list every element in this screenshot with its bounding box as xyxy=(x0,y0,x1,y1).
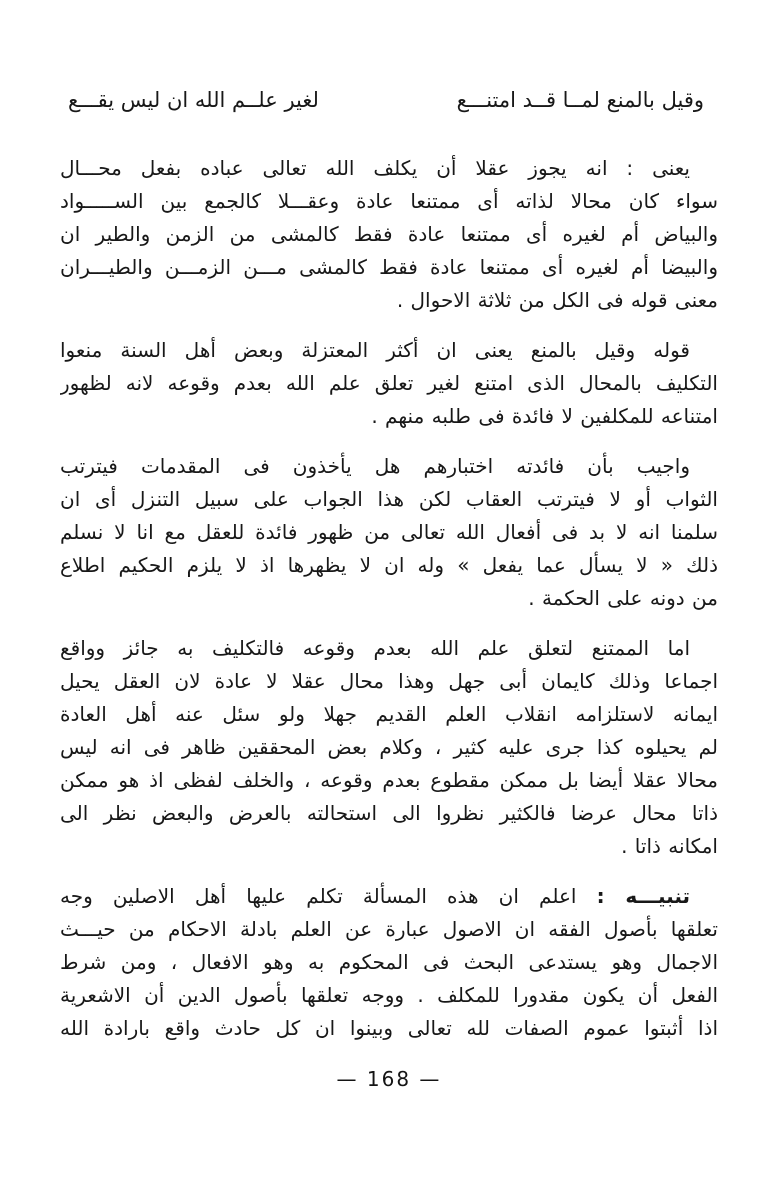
text-line: يعنى : انه يجوز عقلا أن يكلف الله تعالى عباده بفعل محـــال xyxy=(60,156,690,180)
paragraph-maani xyxy=(60,152,718,317)
text-line: والبياض أم لغيره أى ممتنعا عادة فقط كالمشى من الزمن والطير ان xyxy=(60,222,718,246)
text-line: محالا عقلا أيضا بل ممكن مقطوع بعدم وقوعه ، والخلف لفظى اذ هو ممكن xyxy=(60,768,718,792)
tanbih-heading: تنبيـــه : xyxy=(596,884,690,908)
tanbih-first-line-text: اعلم ان هذه المسألة تكلم عليها أهل الاصلين وجه xyxy=(60,884,577,908)
text-line: الفعل أن يكون مقدورا للمكلف . ووجه تعلقها بأصول الدين أن الاشعرية xyxy=(60,983,718,1007)
text-block xyxy=(60,82,718,1091)
text-line: الاجمال وهو يستدعى البحث فى المحكوم به وهو الافعال ، ومن شرط xyxy=(60,950,718,974)
text-line: اذا أثبتوا عموم الصفات لله تعالى وبينوا ان كل حادث واقع بارادة الله xyxy=(60,1016,718,1040)
text-line: امكانه ذاتا . xyxy=(621,834,718,858)
verse-hemistich-right: وقيل بالمنع لمــا قــد امتنـــع xyxy=(456,88,704,112)
text-line: اما الممتنع لتعلق علم الله بعدم وقوعه فالتكليف به جائز وواقع xyxy=(60,636,690,660)
text-line xyxy=(60,880,718,913)
text-line: سواء كان محالا لذاته أى ممتنعا عادة وعقـــلا كالجمع بين الســـــواد xyxy=(60,189,718,213)
text-line: الثواب أو لا فيترتب العقاب لكن هذا الجواب على سبيل التنزل أى ان xyxy=(60,487,718,511)
page-number: — 168 — xyxy=(336,1067,442,1091)
text-line: قوله وقيل بالمنع يعنى ان أكثر المعتزلة وبعض أهل السنة منعوا xyxy=(60,338,690,362)
text-line: لم يحيلوه كذا جرى عليه كثير ، وكلام بعض المحققين ظاهر فى انه ليس xyxy=(60,735,718,759)
text-line: ذاتا محال عرضا فالكثير نظروا الى استحالته بالعرض والبعض نظر الى xyxy=(60,801,718,825)
text-line: معنى قوله فى الكل من ثلاثة الاحوال . xyxy=(396,288,718,312)
text-line: من دونه على الحكمة . xyxy=(528,586,718,610)
text-line: امتناعه للمكلفين لا فائدة فى طلبه منهم . xyxy=(371,404,718,428)
verse-line xyxy=(60,82,718,118)
text-line: تعلقها بأصول الفقه ان الاصول عبارة عن العلم بادلة الاحكام من حيـــث xyxy=(60,917,718,941)
paragraph-tanbih xyxy=(60,880,718,1045)
text-line: والبيضا أم لغيره أى ممتنعا عادة فقط كالمشى مـــن الزمـــن والطيـــران xyxy=(60,255,718,279)
paragraph-ujib xyxy=(60,450,718,615)
text-line: ذلك « لا يسأل عما يفعل » وله ان لا يظهرها اذ لا يلزم الحكيم اطلاع xyxy=(60,553,718,577)
text-line: سلمنا انه لا بد فى أفعال الله تعالى من ظهور فائدة للعقل مع انا لا نسلم xyxy=(60,520,718,544)
paragraph-qawluh xyxy=(60,334,718,433)
paragraph-amma xyxy=(60,632,718,863)
verse-hemistich-left: لغير علــم الله ان ليس يقـــع xyxy=(68,88,319,112)
text-line: اجماعا وذلك كايمان أبى جهل وهذا محال عقلا لا عادة لان العقل يحيل xyxy=(60,669,718,693)
text-line: واجيب بأن فائدته اختبارهم هل يأخذون فى المقدمات فيترتب xyxy=(60,454,690,478)
text-line: التكليف بالمحال الذى امتنع لغير تعلق علم الله بعدم وقوعه لانه لظهور xyxy=(60,371,718,395)
text-line: ايمانه لاستلزامه انقلاب العلم القديم جهلا ولو سئل عنه أهل العادة xyxy=(60,702,718,726)
